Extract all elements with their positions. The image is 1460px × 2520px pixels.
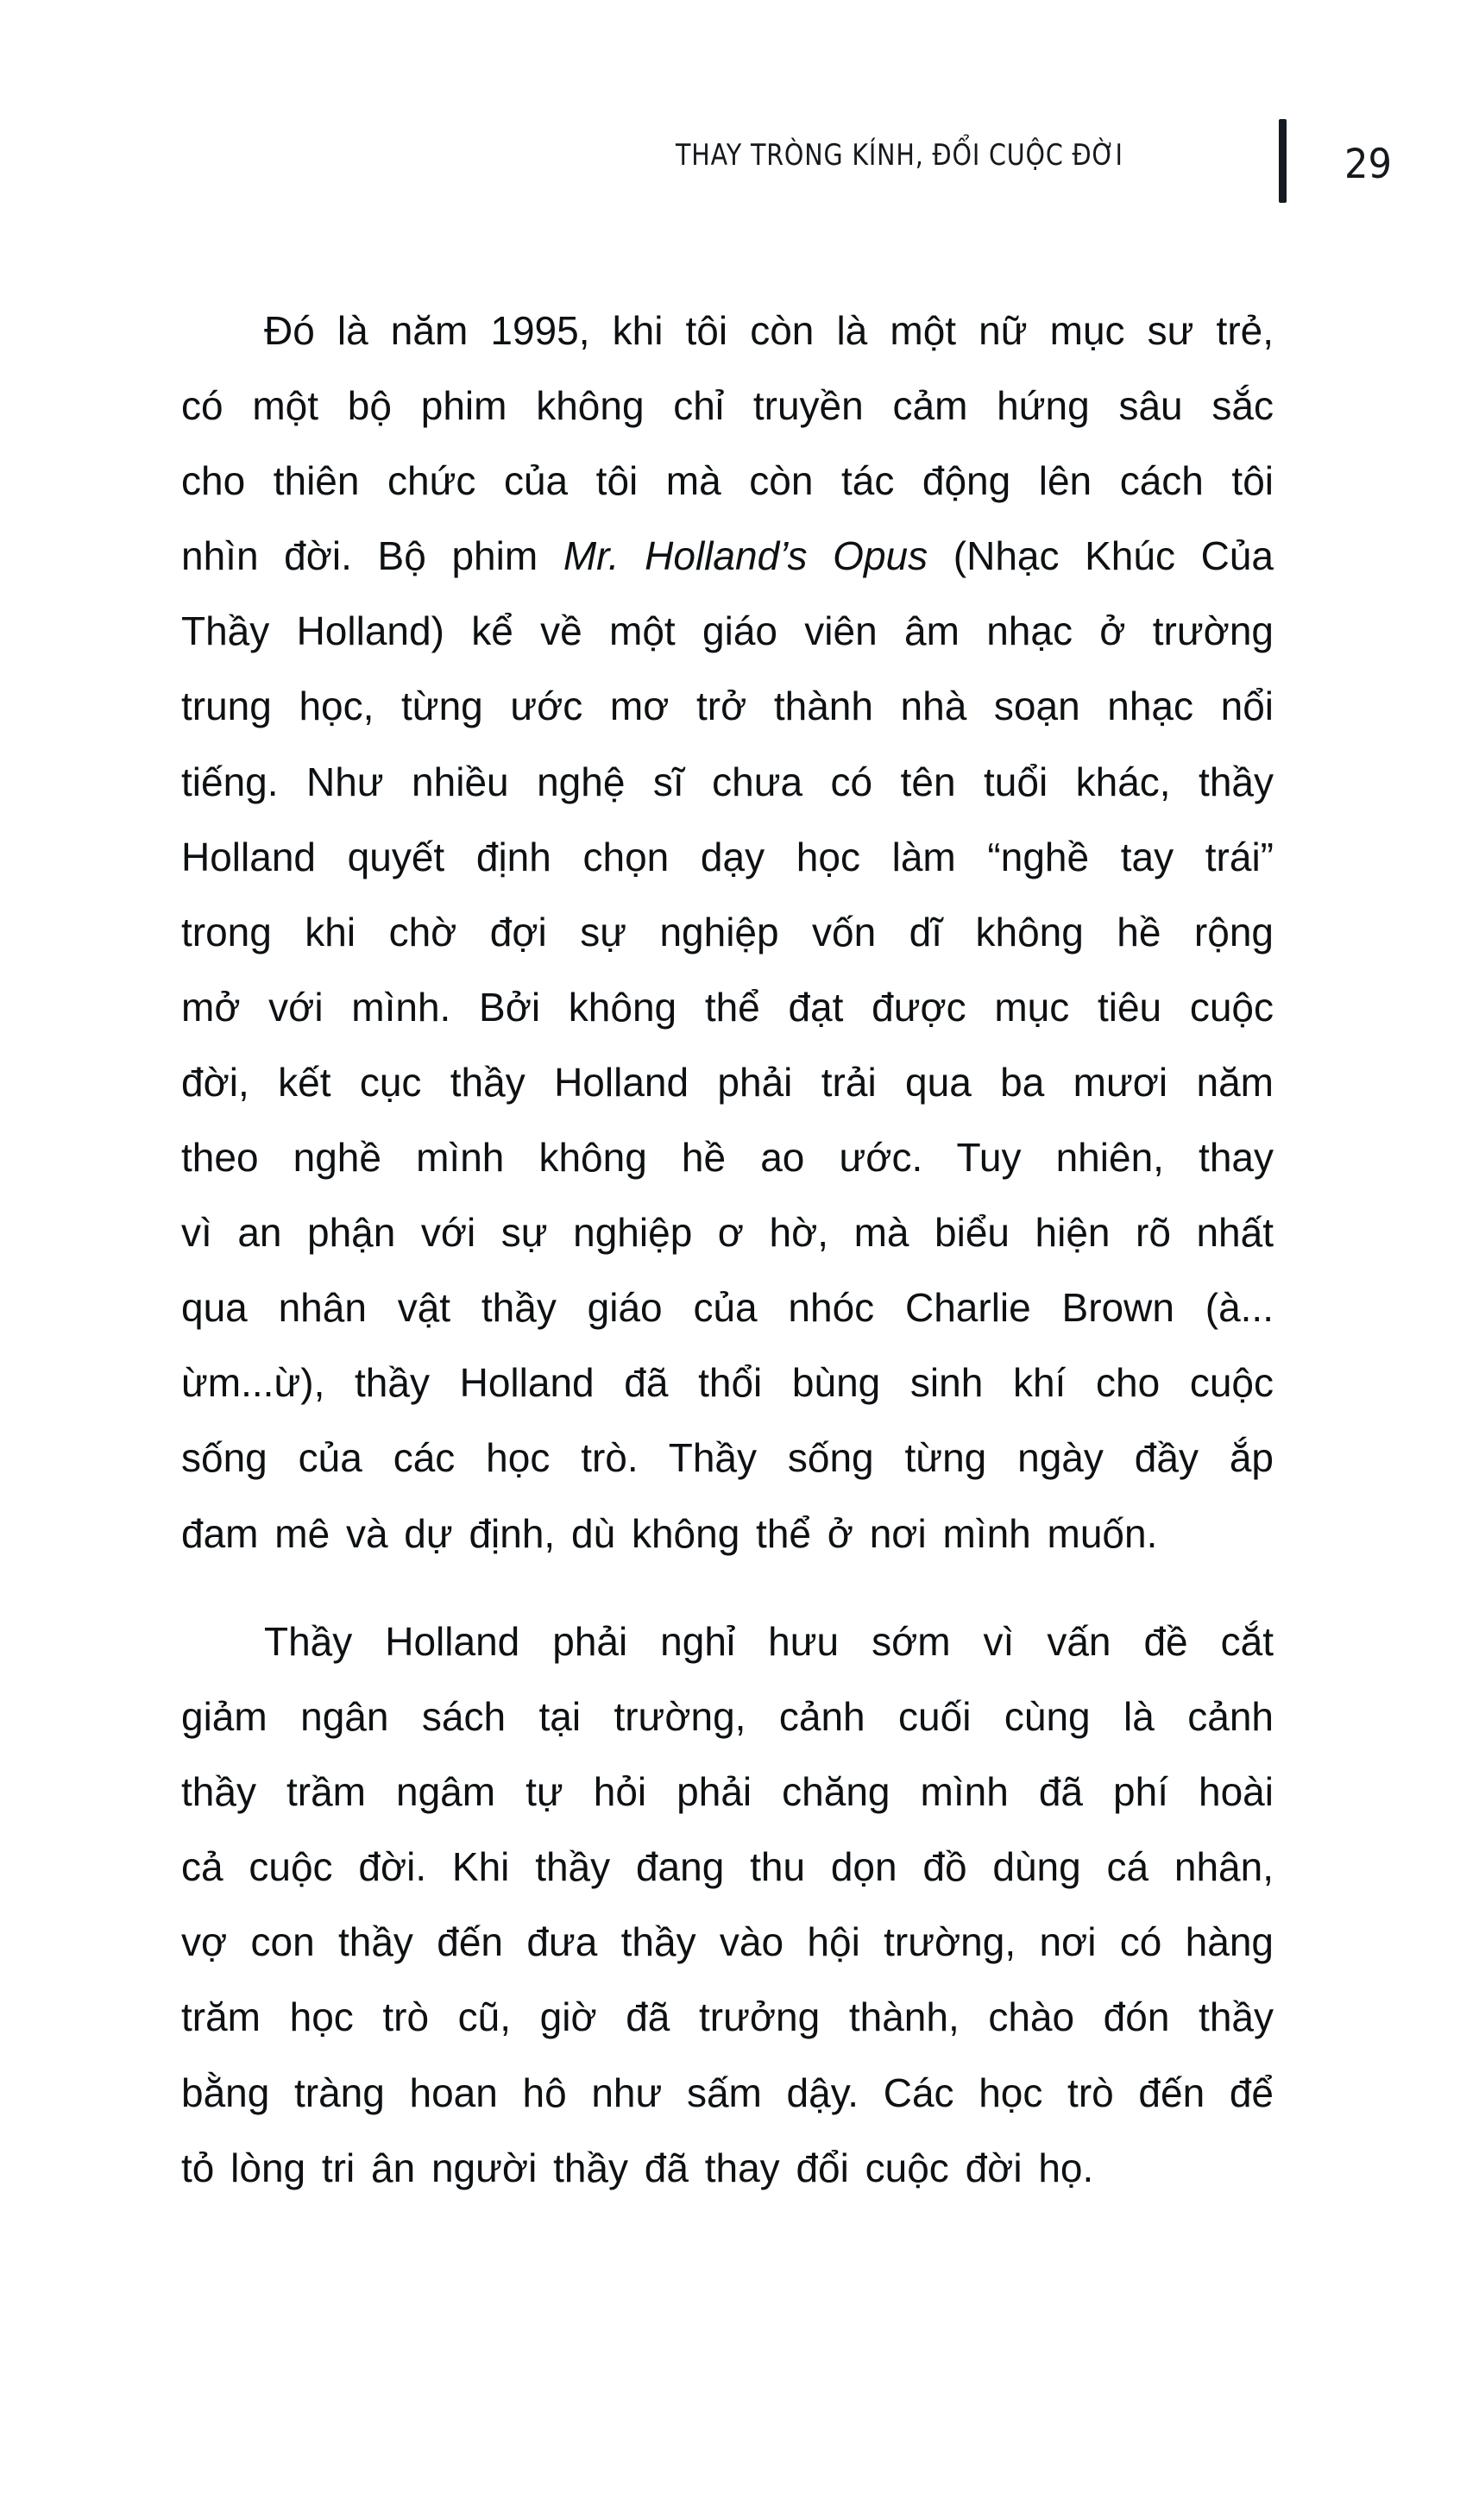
text-line: vì an phận với sự nghiệp ơ hờ, mà biểu hiện rõ nhất xyxy=(181,1210,1274,1256)
text-line: Holland quyết định chọn dạy học làm “nghề tay trái” xyxy=(181,834,1274,879)
text-line: có một bộ phim không chỉ truyền cảm hứng sâu sắc xyxy=(181,383,1274,429)
header-divider-rule xyxy=(1279,119,1287,203)
text-line: mở với mình. Bởi không thể đạt được mục tiêu cuộc xyxy=(181,984,1274,1030)
text-line: giảm ngân sách tại trường, cảnh cuối cùng là cảnh xyxy=(181,1694,1274,1740)
text-line: trăm học trò cũ, giờ đã trưởng thành, chào đón thầy xyxy=(181,1994,1274,2040)
text-line: Đó là năm 1995, khi tôi còn là một nữ mục sư trẻ, xyxy=(264,308,1274,353)
page-number: 29 xyxy=(1344,141,1393,188)
text-line: bằng tràng hoan hô như sấm dậy. Các học trò đến để xyxy=(181,2070,1274,2115)
text-run: nhìn đời. Bộ phim xyxy=(181,533,563,579)
text-run: (Nhạc Khúc Của xyxy=(928,533,1274,579)
text-line: đời, kết cục thầy Holland phải trải qua ba mươi năm xyxy=(181,1059,1274,1105)
text-line: tỏ lòng tri ân người thầy đã thay đổi cuộc đời họ. xyxy=(181,2145,1094,2190)
text-line: Thầy Holland phải nghỉ hưu sớm vì vấn đề cắt xyxy=(264,1619,1274,1664)
text-line: Thầy Holland) kể về một giáo viên âm nhạc ở trường xyxy=(181,608,1274,654)
text-line: cho thiên chức của tôi mà còn tác động lên cách tôi xyxy=(181,458,1274,504)
running-header-title: THAY TRÒNG KÍNH, ĐỔI CUỘC ĐỜI xyxy=(676,138,1123,173)
text-line: ừm...ừ), thầy Holland đã thổi bùng sinh khí cho cuộc xyxy=(181,1360,1274,1406)
text-line: sống của các học trò. Thầy sống từng ngày đầy ắp xyxy=(181,1435,1274,1481)
paragraph-2 xyxy=(181,1604,1274,2206)
text-line: vợ con thầy đến đưa thầy vào hội trường, nơi có hàng xyxy=(181,1919,1274,1965)
text-line: tiếng. Như nhiều nghệ sĩ chưa có tên tuổi khác, thầy xyxy=(181,759,1274,804)
text-line: cả cuộc đời. Khi thầy đang thu dọn đồ dùng cá nhân, xyxy=(181,1844,1274,1890)
text-line: đam mê và dự định, dù không thể ở nơi mình muốn. xyxy=(181,1510,1158,1556)
text-line: trong khi chờ đợi sự nghiệp vốn dĩ không hề rộng xyxy=(181,909,1274,954)
text-line: qua nhân vật thầy giáo của nhóc Charlie Brown (à... xyxy=(181,1285,1274,1331)
text-line-with-film-title xyxy=(181,519,1274,594)
film-title-italic: Mr. Holland’s Opus xyxy=(563,533,928,579)
text-line: thầy trầm ngâm tự hỏi phải chăng mình đã phí hoài xyxy=(181,1769,1274,1815)
paragraph-1 xyxy=(181,293,1274,1572)
text-line: trung học, từng ước mơ trở thành nhà soạn nhạc nổi xyxy=(181,684,1274,729)
text-line: theo nghề mình không hề ao ước. Tuy nhiên, thay xyxy=(181,1135,1274,1181)
